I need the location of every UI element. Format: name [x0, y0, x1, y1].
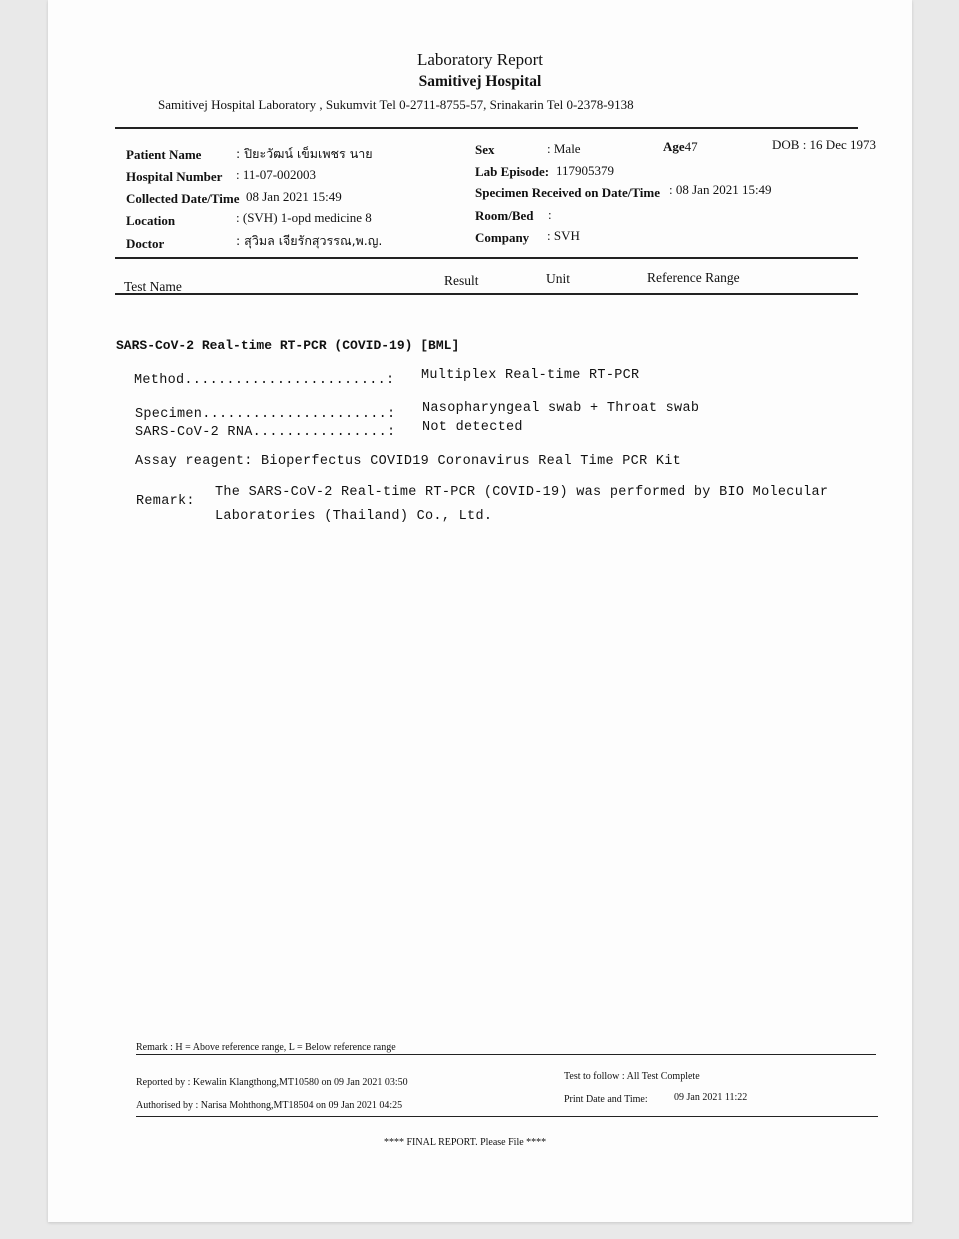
- sars-cov-2-rna-label: SARS-CoV-2 RNA................:: [135, 425, 396, 440]
- location-label: Location: [126, 213, 176, 228]
- specimen-label: Specimen......................:: [135, 407, 396, 422]
- location-value: : (SVH) 1-opd medicine 8: [236, 210, 372, 225]
- specimen-value: Nasopharyngeal swab + Throat swab: [422, 401, 700, 416]
- sex-label: Sex: [475, 142, 495, 157]
- hospital-name: Samitivej Hospital: [418, 73, 542, 90]
- column-reference-range: Reference Range: [647, 270, 740, 285]
- print-date-label: Print Date and Time:: [564, 1094, 648, 1105]
- collected-label: Collected Date/Time: [126, 191, 240, 206]
- company-label: Company: [475, 230, 530, 245]
- room-bed-label: Room/Bed: [475, 208, 534, 223]
- room-bed-value: :: [548, 207, 552, 222]
- age-value: 47: [684, 139, 698, 154]
- method-value: Multiplex Real-time RT-PCR: [421, 368, 640, 383]
- footer-rule-top: [136, 1054, 876, 1055]
- test-title: SARS-CoV-2 Real-time RT-PCR (COVID-19) [BML]: [116, 338, 460, 353]
- age-label: Age: [663, 139, 685, 154]
- lab-episode-value: 117905379: [556, 163, 615, 178]
- final-report-note: **** FINAL REPORT. Please File ****: [384, 1137, 547, 1148]
- remark-line-2: Laboratories (Thailand) Co., Ltd.: [215, 509, 493, 524]
- collected-value: 08 Jan 2021 15:49: [246, 189, 342, 204]
- company-value: : SVH: [547, 228, 580, 243]
- sex-value: : Male: [547, 141, 581, 156]
- patient-name-label: Patient Name: [126, 147, 202, 162]
- specimen-received-label: Specimen Received on Date/Time: [475, 185, 660, 200]
- age-field: [663, 139, 698, 155]
- print-date-value: 09 Jan 2021 11:22: [674, 1092, 748, 1103]
- remark-label: Remark:: [136, 494, 195, 509]
- columns-rule: [115, 293, 858, 295]
- hospital-number-value: : 11-07-002003: [236, 167, 317, 182]
- reported-by: Reported by : Kewalin Klangthong,MT10580 on 09 Jan 2021 03:50: [136, 1077, 408, 1088]
- patient-rule: [115, 257, 858, 259]
- patient-name-value: : ปิยะวัฒน์ เข็มเพชร นาย: [236, 146, 373, 161]
- remark-line-1: The SARS-CoV-2 Real-time RT-PCR (COVID-19) was performed by BIO Molecular: [215, 485, 829, 500]
- authorised-by: Authorised by : Narisa Mohthong,MT18504 on 09 Jan 2021 04:25: [136, 1100, 403, 1111]
- report-title: Laboratory Report: [416, 50, 544, 69]
- footer-rule-bottom: [136, 1116, 878, 1117]
- column-unit: Unit: [546, 271, 571, 286]
- specimen-received-value: : 08 Jan 2021 15:49: [669, 182, 772, 197]
- dob-value: DOB : 16 Dec 1973: [772, 137, 876, 152]
- report-page: [48, 0, 912, 1222]
- header-rule: [115, 127, 858, 129]
- hospital-number-label: Hospital Number: [126, 169, 223, 184]
- test-to-follow: Test to follow : All Test Complete: [564, 1071, 700, 1082]
- doctor-label: Doctor: [126, 236, 165, 251]
- assay-reagent: Assay reagent: Bioperfectus COVID19 Coronavirus Real Time PCR Kit: [135, 454, 682, 469]
- lab-episode-label: Lab Episode:: [475, 164, 550, 179]
- reference-legend: Remark : H = Above reference range, L = Below reference range: [136, 1042, 396, 1053]
- method-label: Method........................:: [134, 373, 395, 388]
- column-test-name: Test Name: [124, 279, 182, 294]
- column-result: Result: [444, 273, 479, 288]
- lab-address: Samitivej Hospital Laboratory , Sukumvit Tel 0-2711-8755-57, Srinakarin Tel 0-2378-9138: [158, 97, 634, 112]
- sars-cov-2-rna-result: Not detected: [422, 420, 523, 435]
- doctor-value: : สุวิมล เจียรักสุวรรณ,พ.ญ.: [236, 233, 383, 248]
